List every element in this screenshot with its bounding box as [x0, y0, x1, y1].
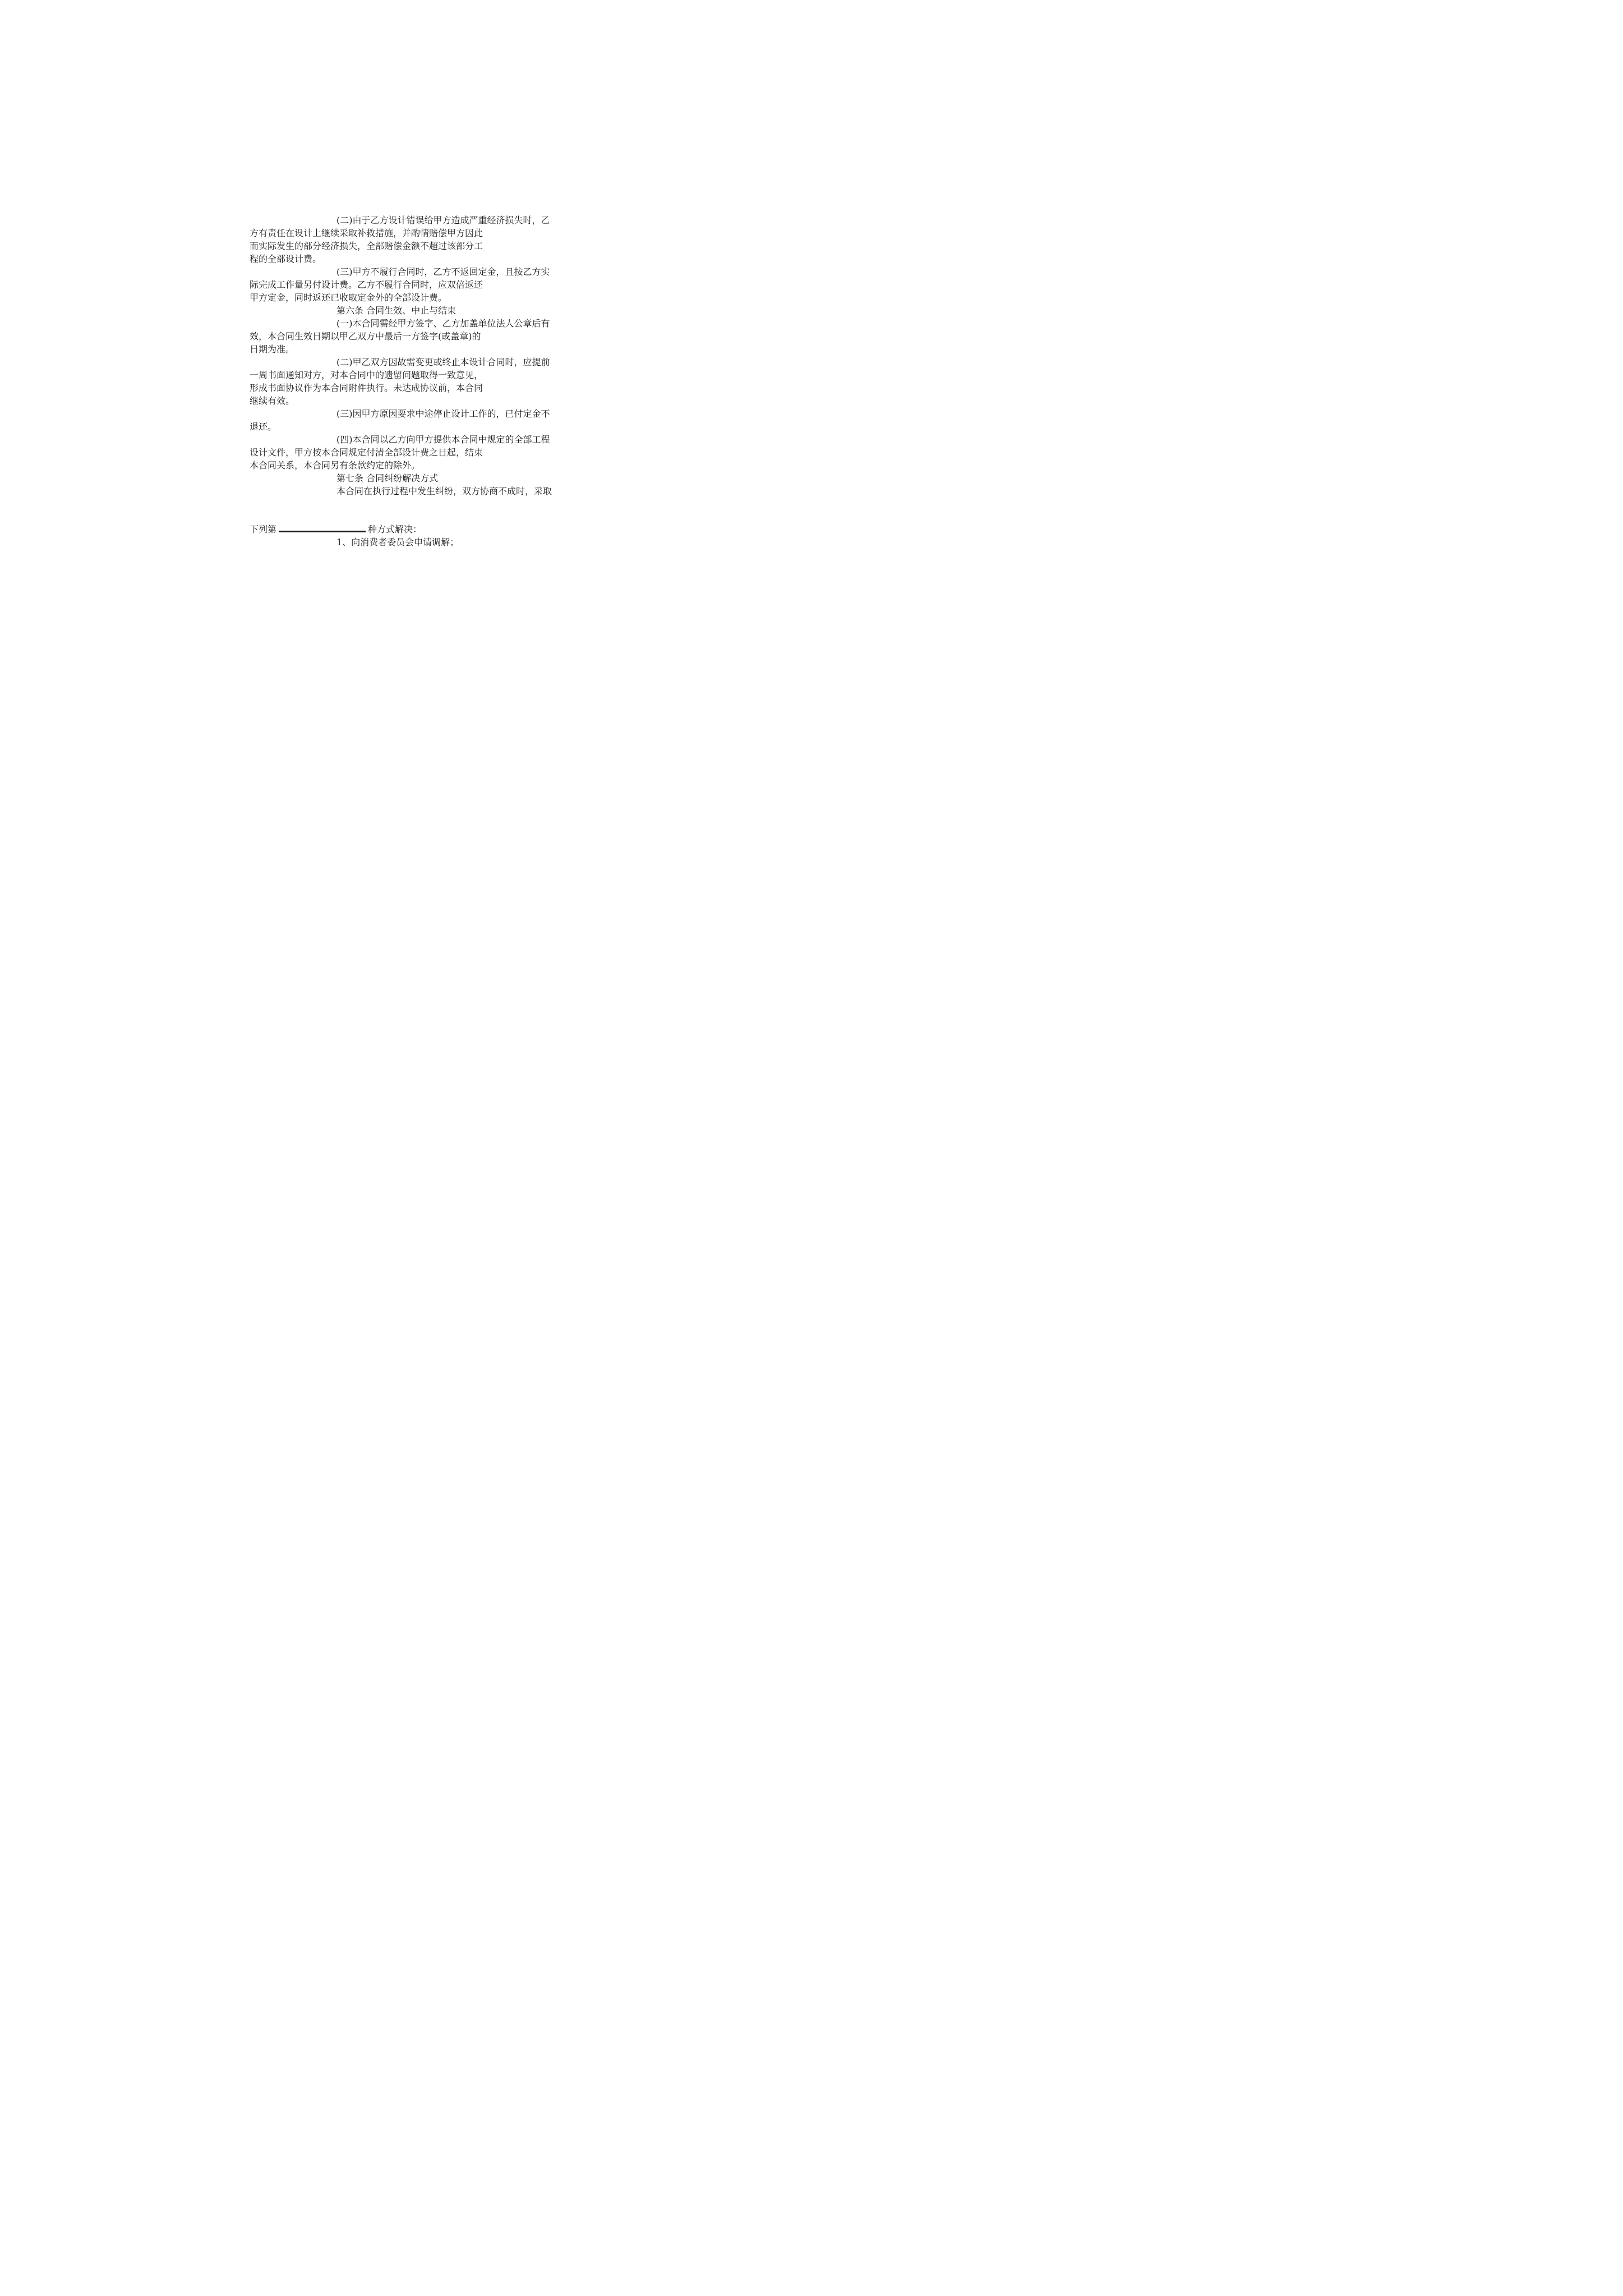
fill-in-blank — [279, 497, 366, 532]
text-line: 第七条 合同纠纷解决方式 — [336, 473, 439, 484]
paragraph-article-6-1 — [250, 316, 1377, 355]
text-line: 设计文件，甲方按本合同规定付清全部设计费之日起，结束 — [250, 447, 483, 458]
text-line: 第六条 合同生效、中止与结束 — [336, 305, 457, 316]
text-line: 而实际发生的部分经济损失，全部赔偿金额不超过该部分工 — [250, 241, 483, 251]
paragraph-liability-2 — [250, 213, 1377, 265]
paragraph-article-7-intro — [250, 484, 1377, 535]
text-line: (二)甲乙双方因故需变更或终止本设计合同时，应提前 — [336, 357, 550, 367]
paragraph-option-1 — [250, 535, 1377, 548]
section-heading-article-7 — [250, 471, 1377, 484]
blank-prefix-text: 下列第 — [250, 524, 277, 535]
text-line: 方有责任在设计上继续采取补救措施，并酌情赔偿甲方因此 — [250, 228, 483, 238]
section-heading-article-6 — [250, 303, 1377, 316]
text-line: (四)本合同以乙方向甲方提供本合同中规定的全部工程 — [336, 434, 550, 445]
text-line: 程的全部设计费。 — [250, 254, 322, 264]
text-line: 一周书面通知对方，对本合同中的遗留问题取得一致意见， — [250, 370, 483, 380]
text-line: 甲方定金，同时返还已收取定金外的全部设计费。 — [250, 292, 448, 303]
paragraph-article-6-3 — [250, 407, 1377, 432]
text-line: (一)本合同需经甲方签字、乙方加盖单位法人公章后有 — [336, 318, 550, 329]
text-line: 本合同关系，本合同另有条款约定的除外。 — [250, 460, 421, 471]
text-line: 际完成工作量另付设计费。乙方不履行合同时，应双倍返还 — [250, 279, 483, 290]
text-line: (三)因甲方原因要求中途停止设计工作的，已付定金不 — [336, 408, 550, 419]
paragraph-article-6-4 — [250, 432, 1377, 471]
text-line: (二)由于乙方设计错误给甲方造成严重经济损失时，乙 — [336, 215, 550, 226]
paragraph-article-6-2 — [250, 355, 1377, 407]
text-line: 形成书面协议作为本合同附件执行。未达成协议前，本合同 — [250, 383, 483, 393]
text-line: 效，本合同生效日期以甲乙双方中最后一方签字(或盖章)的 — [250, 331, 481, 342]
document-page — [250, 213, 1377, 548]
text-line-with-blank — [250, 497, 1377, 535]
text-line: 日期为准。 — [250, 344, 295, 355]
text-line: 退还。 — [250, 421, 277, 432]
text-line: (三)甲方不履行合同时，乙方不返回定金，且按乙方实 — [336, 266, 550, 277]
text-line: 本合同在执行过程中发生纠纷，双方协商不成时，采取 — [336, 486, 552, 496]
text-line: 继续有效。 — [250, 395, 295, 406]
blank-suffix-text: 种方式解决： — [368, 524, 422, 535]
text-line: 1、向消费者委员会申请调解； — [336, 537, 459, 547]
paragraph-liability-3 — [250, 265, 1377, 303]
